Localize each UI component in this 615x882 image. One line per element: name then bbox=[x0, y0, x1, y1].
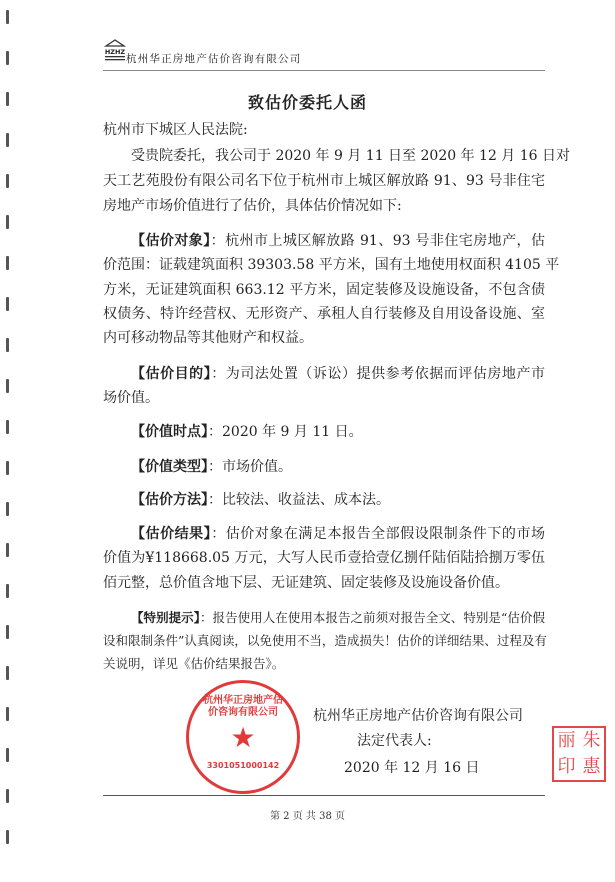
binding-mark bbox=[6, 420, 9, 434]
company-header: 杭州华正房地产估价咨询有限公司 bbox=[126, 53, 302, 65]
notice-line bbox=[131, 609, 545, 627]
result-label: 【估价结果】 bbox=[131, 526, 212, 542]
object-line bbox=[131, 232, 545, 250]
header-divider bbox=[103, 70, 545, 71]
result-line: 佰元整，总价值含地下层、无证建筑、固定装修及设施设备价值。 bbox=[103, 575, 509, 591]
signature-date: 2020 年 12 月 16 日 bbox=[344, 760, 480, 776]
method-label: 【估价方法】 bbox=[131, 492, 208, 508]
value-type-line bbox=[131, 458, 545, 476]
chop-char: 丽 bbox=[557, 730, 576, 751]
object-line: 权债务、特许经营权、无形资产、承租人自行装修及自用设备设施、室 bbox=[103, 306, 545, 322]
result-text: ：估价对象在满足本报告全部假设限制条件下的市场 bbox=[211, 526, 546, 542]
company-seal bbox=[186, 680, 300, 794]
star-icon: ★ bbox=[230, 721, 256, 754]
signature-company: 杭州华正房地产估价咨询有限公司 bbox=[313, 708, 523, 724]
chop-char: 印 bbox=[557, 756, 576, 777]
object-text: ：杭州市上城区解放路 91、93 号非住宅房地产，估 bbox=[210, 233, 545, 249]
value-date-text: ：2020 年 9 月 11 日。 bbox=[208, 424, 363, 440]
chop-char: 朱 bbox=[582, 730, 601, 751]
binding-mark bbox=[6, 707, 9, 721]
binding-mark bbox=[6, 10, 9, 24]
purpose-line bbox=[131, 365, 545, 383]
binding-mark bbox=[6, 51, 9, 65]
seal-number: 3301051000142 bbox=[206, 761, 280, 770]
value-type-label: 【价值类型】 bbox=[131, 459, 208, 475]
binding-mark bbox=[6, 461, 9, 475]
intro-line: 房地产市场价值进行了估价，具体估价情况如下: bbox=[103, 198, 402, 214]
object-line: 内可移动物品等其他财产和权益。 bbox=[103, 330, 313, 346]
personal-seal bbox=[552, 726, 606, 782]
binding-mark bbox=[6, 543, 9, 557]
company-logo-icon bbox=[104, 38, 126, 62]
binding-mark bbox=[6, 789, 9, 803]
method-line bbox=[131, 491, 545, 509]
value-type-text: ：市场价值。 bbox=[208, 459, 292, 475]
seal-text: 杭州华正房地产估价咨询有限公司 bbox=[203, 695, 283, 718]
binding-mark bbox=[6, 256, 9, 270]
binding-mark bbox=[6, 502, 9, 516]
binding-mark bbox=[6, 379, 9, 393]
binding-mark bbox=[6, 748, 9, 762]
footer-divider bbox=[103, 795, 545, 796]
result-line: 价值为¥118668.05 万元，大写人民币壹拾壹亿捌仟陆佰陆拾捌万零伍 bbox=[103, 550, 545, 566]
svg-text:HZHZ: HZHZ bbox=[104, 48, 126, 56]
object-line: 价范围：证载建筑面积 39303.58 平方米，国有土地使用权面积 4105 平 bbox=[103, 257, 560, 273]
notice-text: ：报告使用人在使用本报告之前须对报告全文、特别是“估价假 bbox=[200, 610, 545, 625]
page-number: 第 2 页 共 38 页 bbox=[270, 811, 345, 822]
purpose-line: 场价值。 bbox=[103, 390, 159, 406]
intro-line: 天工艺苑股份有限公司名下位于杭州市上城区解放路 91、93 号非住宅 bbox=[103, 173, 545, 189]
binding-mark bbox=[6, 338, 9, 352]
notice-label: 【特别提示】 bbox=[131, 610, 200, 625]
value-date-label: 【价值时点】 bbox=[131, 424, 208, 440]
purpose-label: 【估价目的】 bbox=[131, 366, 212, 382]
purpose-text: ：为司法处置（诉讼）提供参考依据而评估房地产市 bbox=[211, 366, 546, 382]
notice-line: 设和限制条件”认真阅读，以免使用不当，造成损失！估价的详细结果、过程及有 bbox=[103, 633, 547, 648]
object-line: 方米，无证建筑面积 663.12 平方米，固定装修及设施设备，不包含债 bbox=[103, 282, 545, 298]
binding-mark bbox=[6, 584, 9, 598]
chop-char: 惠 bbox=[582, 756, 601, 777]
binding-mark bbox=[6, 297, 9, 311]
page-title: 致估价委托人函 bbox=[247, 93, 367, 112]
result-line bbox=[131, 525, 545, 543]
intro-line: 受贵院委托，我公司于 2020 年 9 月 11 日至 2020 年 12 月 16 日对 bbox=[131, 148, 571, 164]
object-label: 【估价对象】 bbox=[131, 233, 211, 249]
method-text: ：比较法、收益法、成本法。 bbox=[208, 492, 390, 508]
value-date-line bbox=[131, 423, 545, 441]
binding-mark bbox=[6, 830, 9, 844]
binding-mark bbox=[6, 133, 9, 147]
signature-representative: 法定代表人: bbox=[357, 733, 432, 749]
binding-mark bbox=[6, 174, 9, 188]
notice-line: 关说明，详见《估价结果报告》。 bbox=[103, 656, 285, 671]
addressee: 杭州市下城区人民法院: bbox=[103, 122, 248, 138]
binding-mark bbox=[6, 666, 9, 680]
binding-mark bbox=[6, 215, 9, 229]
binding-mark bbox=[6, 625, 9, 639]
